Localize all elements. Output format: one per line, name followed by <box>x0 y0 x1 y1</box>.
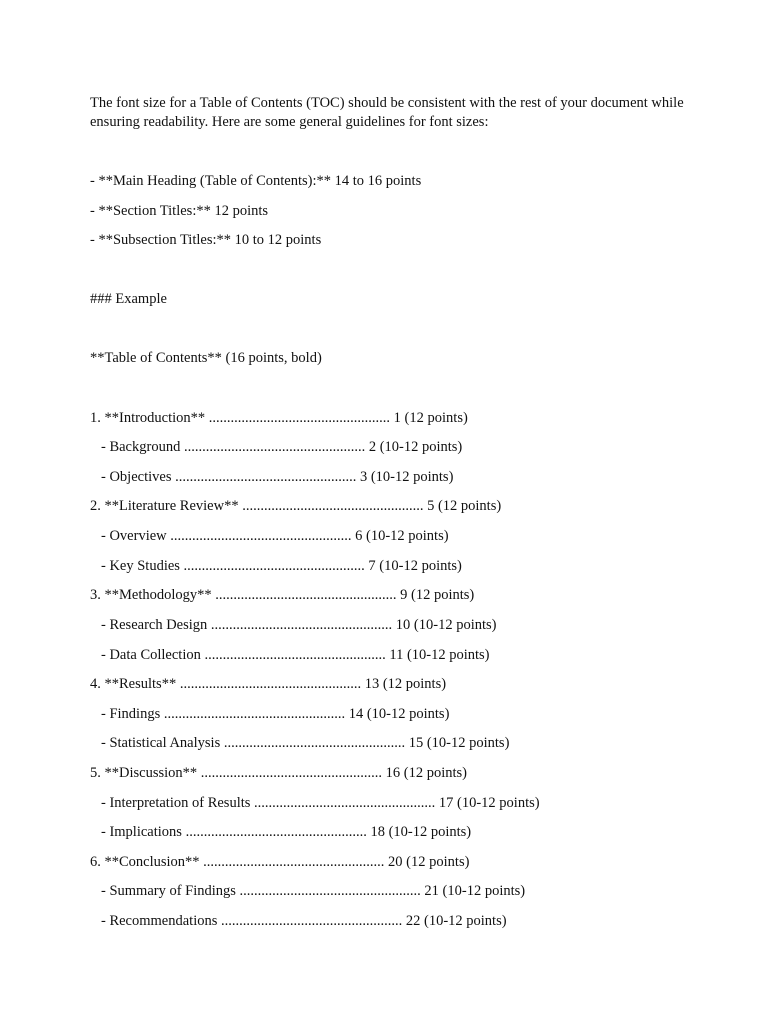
toc-entry-recommendations: - Recommendations .................................................. 22 (10-12 points) <box>101 913 507 929</box>
toc-entry-conclusion: 6. **Conclusion** .................................................. 20 (12 points) <box>90 854 470 870</box>
toc-entry-implications: - Implications .................................................. 18 (10-12 points) <box>101 824 472 840</box>
toc-entry-findings: - Findings .................................................. 14 (10-12 points) <box>101 706 450 722</box>
guideline-subsection-titles: - **Subsection Titles:** 10 to 12 points <box>90 232 322 248</box>
toc-entry-key-studies: - Key Studies .................................................. 7 (10-12 points) <box>101 558 462 574</box>
toc-entry-results: 4. **Results** .................................................. 13 (12 points) <box>90 676 447 692</box>
toc-entry-literature-review: 2. **Literature Review** .................................................. 5 (12 points) <box>90 498 502 514</box>
guideline-section-titles: - **Section Titles:** 12 points <box>90 203 269 219</box>
toc-entry-interpretation-of-results: - Interpretation of Results .................................................. 17 (10-12 points) <box>101 795 540 811</box>
example-heading: ### Example <box>90 291 167 307</box>
toc-entry-introduction: 1. **Introduction** .................................................. 1 (12 points) <box>90 410 468 426</box>
toc-entry-objectives: - Objectives .................................................. 3 (10-12 points) <box>101 469 454 485</box>
toc-entry-summary-of-findings: - Summary of Findings .................................................. 21 (10-12 points) <box>101 883 526 899</box>
toc-entry-data-collection: - Data Collection .................................................. 11 (10-12 points) <box>101 647 490 663</box>
intro-paragraph: The font size for a Table of Contents (TOC) should be consistent with the rest of your document while ensuring readability. Here are some general guidelines for font sizes: <box>90 95 684 130</box>
toc-entry-discussion: 5. **Discussion** .................................................. 16 (12 points) <box>90 765 467 781</box>
toc-title-line: **Table of Contents** (16 points, bold) <box>90 350 322 366</box>
guideline-main-heading: - **Main Heading (Table of Contents):** 14 to 16 points <box>90 173 422 189</box>
toc-entry-methodology: 3. **Methodology** .................................................. 9 (12 points) <box>90 587 475 603</box>
toc-entry-background: - Background .................................................. 2 (10-12 points) <box>101 439 463 455</box>
toc-entry-overview: - Overview .................................................. 6 (10-12 points) <box>101 528 449 544</box>
toc-entry-research-design: - Research Design .................................................. 10 (10-12 points) <box>101 617 497 633</box>
toc-entry-statistical-analysis: - Statistical Analysis .................................................. 15 (10-12 points) <box>101 735 510 751</box>
